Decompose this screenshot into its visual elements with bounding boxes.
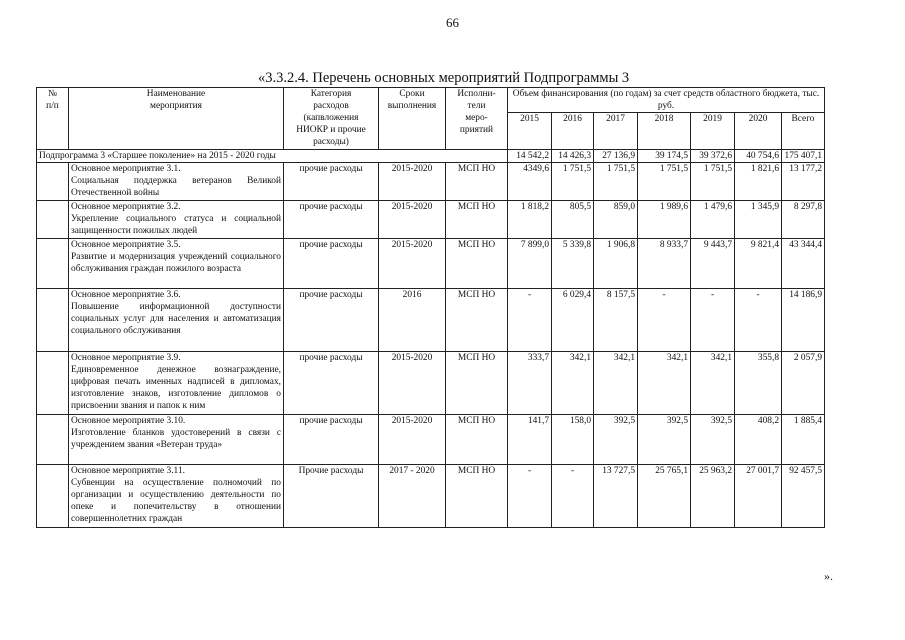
measure-value: 1 906,8 <box>594 239 638 289</box>
measure-period: 2015-2020 <box>379 201 446 239</box>
measure-period: 2017 - 2020 <box>379 465 446 528</box>
measure-value: 9 443,7 <box>691 239 735 289</box>
measure-value: 8 933,7 <box>638 239 691 289</box>
measure-value: 9 821,4 <box>735 239 782 289</box>
measure-value: 1 818,2 <box>508 201 552 239</box>
measure-value: 805,5 <box>552 201 594 239</box>
measure-value: 859,0 <box>594 201 638 239</box>
subprogram-total: 175 407,1 <box>782 150 825 163</box>
row-number-cell <box>37 465 69 528</box>
measure-executor: МСП НО <box>446 289 508 352</box>
measure-category: прочие расходы <box>284 289 379 352</box>
measure-value: - <box>508 289 552 352</box>
subprogram-value: 39 174,5 <box>638 150 691 163</box>
measure-value: 27 001,7 <box>735 465 782 528</box>
measure-category: Прочие расходы <box>284 465 379 528</box>
subprogram-label: Подпрограмма 3 «Старшее поколение» на 2015 - 2020 годы <box>37 150 508 163</box>
measure-value: - <box>638 289 691 352</box>
measure-value: - <box>735 289 782 352</box>
measure-executor: МСП НО <box>446 163 508 201</box>
measure-category: прочие расходы <box>284 239 379 289</box>
measure-value: 8 157,5 <box>594 289 638 352</box>
subprogram-value: 40 754,6 <box>735 150 782 163</box>
measure-executor: МСП НО <box>446 239 508 289</box>
header-num: № п/п <box>37 88 69 150</box>
measure-value: - <box>691 289 735 352</box>
table-row <box>37 163 825 201</box>
page-number: 66 <box>446 15 459 30</box>
measure-total: 92 457,5 <box>782 465 825 528</box>
measure-value: 1 751,5 <box>552 163 594 201</box>
subprogram-value: 39 372,6 <box>691 150 735 163</box>
measure-total: 2 057,9 <box>782 352 825 415</box>
table-row <box>37 352 825 415</box>
measure-total: 13 177,2 <box>782 163 825 201</box>
subprogram-value: 27 136,9 <box>594 150 638 163</box>
measure-category: прочие расходы <box>284 415 379 465</box>
measure-executor: МСП НО <box>446 201 508 239</box>
measure-name: Основное мероприятие 3.10. Изготовление бланков удостоверений в связи с учреждением звания «Ветеран труда» <box>69 415 284 465</box>
measure-value: 1 989,6 <box>638 201 691 239</box>
document-title: «3.3.2.4. Перечень основных мероприятий Подпрограммы 3 <box>258 70 630 86</box>
measure-category: прочие расходы <box>284 163 379 201</box>
measure-period: 2015-2020 <box>379 239 446 289</box>
header-year: 2017 <box>594 113 638 150</box>
measure-period: 2015-2020 <box>379 415 446 465</box>
row-number-cell <box>37 239 69 289</box>
subprogram-value: 14 542,2 <box>508 150 552 163</box>
row-number-cell <box>37 352 69 415</box>
measure-name: Основное мероприятие 3.6. Повышение информационной доступности социальных услуг для населения и автоматизация социального обслуживания <box>69 289 284 352</box>
header-name: Наименование мероприятия <box>69 88 284 150</box>
header-period: Сроки выполнения <box>379 88 446 150</box>
header-row <box>37 88 825 113</box>
measure-value: 1 479,6 <box>691 201 735 239</box>
table-row <box>37 289 825 352</box>
measure-value: 342,1 <box>638 352 691 415</box>
subprogram-row <box>37 150 825 163</box>
measure-value: 408,2 <box>735 415 782 465</box>
measure-value: 4349,6 <box>508 163 552 201</box>
table-row <box>37 201 825 239</box>
header-year: 2020 <box>735 113 782 150</box>
measure-value: 342,1 <box>552 352 594 415</box>
row-number-cell <box>37 163 69 201</box>
header-year: 2016 <box>552 113 594 150</box>
measure-category: прочие расходы <box>284 352 379 415</box>
header-year: 2019 <box>691 113 735 150</box>
measure-executor: МСП НО <box>446 352 508 415</box>
measure-period: 2016 <box>379 289 446 352</box>
measure-total: 43 344,4 <box>782 239 825 289</box>
measure-executor: МСП НО <box>446 465 508 528</box>
measure-period: 2015-2020 <box>379 352 446 415</box>
measure-value: 25 963,2 <box>691 465 735 528</box>
header-category: Категория расходов (капвложения НИОКР и прочие расходы) <box>284 88 379 150</box>
table-row <box>37 415 825 465</box>
measure-value: 1 751,5 <box>594 163 638 201</box>
measure-name: Основное мероприятие 3.5. Развитие и модернизация учреждений социального обслуживания граждан пожилого возраста <box>69 239 284 289</box>
measure-value: 355,8 <box>735 352 782 415</box>
measure-value: 1 345,9 <box>735 201 782 239</box>
measure-value: - <box>552 465 594 528</box>
measure-value: 5 339,8 <box>552 239 594 289</box>
header-funding: Объем финансирования (по годам) за счет средств областного бюджета, тыс. руб. <box>508 88 825 113</box>
measure-value: 13 727,5 <box>594 465 638 528</box>
table-row <box>37 239 825 289</box>
measure-name: Основное мероприятие 3.2. Укрепление социального статуса и социальной защищенности пожилых людей <box>69 201 284 239</box>
measure-value: 25 765,1 <box>638 465 691 528</box>
measure-value: - <box>508 465 552 528</box>
measure-executor: МСП НО <box>446 415 508 465</box>
header-year: 2015 <box>508 113 552 150</box>
table-row <box>37 465 825 528</box>
measure-value: 333,7 <box>508 352 552 415</box>
measure-value: 392,5 <box>594 415 638 465</box>
closing-quote: ». <box>824 569 833 583</box>
measure-name: Основное мероприятие 3.9. Единовременное денежное вознаграждение, цифровая печать именных надписей в дипломах, изготовление знаков, изготовление дипломов о присвоении звания и папок к ним <box>69 352 284 415</box>
measure-name: Основное мероприятие 3.11. Субвенции на осуществление полномочий по организации и осуществлению деятельности по опеке и попечительству в отношении совершеннолетних граждан <box>69 465 284 528</box>
header-year: 2018 <box>638 113 691 150</box>
header-executors: Исполни- тели меро- приятий <box>446 88 508 150</box>
measure-total: 8 297,8 <box>782 201 825 239</box>
measure-value: 1 821,6 <box>735 163 782 201</box>
measure-value: 342,1 <box>691 352 735 415</box>
measure-value: 392,5 <box>691 415 735 465</box>
measure-period: 2015-2020 <box>379 163 446 201</box>
measure-total: 14 186,9 <box>782 289 825 352</box>
row-number-cell <box>37 289 69 352</box>
measure-value: 6 029,4 <box>552 289 594 352</box>
measure-value: 141,7 <box>508 415 552 465</box>
measure-value: 1 751,5 <box>691 163 735 201</box>
measure-value: 158,0 <box>552 415 594 465</box>
row-number-cell <box>37 201 69 239</box>
row-number-cell <box>37 415 69 465</box>
measure-category: прочие расходы <box>284 201 379 239</box>
measure-value: 1 751,5 <box>638 163 691 201</box>
subprogram-value: 14 426,3 <box>552 150 594 163</box>
measure-value: 392,5 <box>638 415 691 465</box>
measure-value: 342,1 <box>594 352 638 415</box>
header-total: Всего <box>782 113 825 150</box>
measures-table <box>36 87 825 528</box>
measure-value: 7 899,0 <box>508 239 552 289</box>
measure-name: Основное мероприятие 3.1. Социальная поддержка ветеранов Великой Отечественной войны <box>69 163 284 201</box>
measure-total: 1 885,4 <box>782 415 825 465</box>
